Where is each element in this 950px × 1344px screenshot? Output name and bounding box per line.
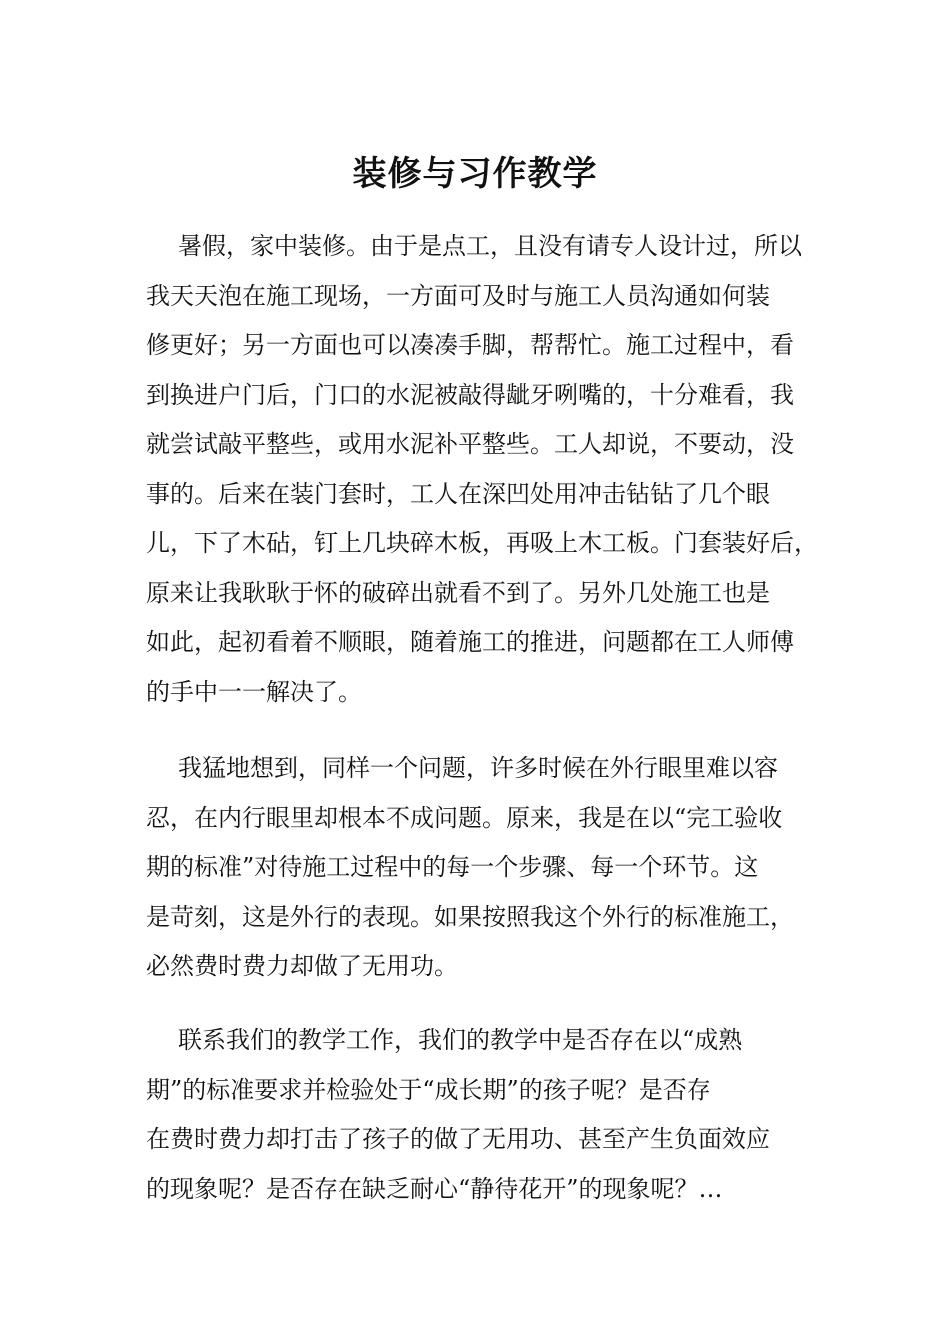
text-line: 事的。后来在装门套时，工人在深凹处用冲击钻钻了几个眼 (146, 479, 770, 508)
text-line: 必然费时费力却做了无用功。 (146, 952, 458, 980)
text-line: 是苛刻，这是外行的表现。如果按照我这个外行的标准施工， (146, 902, 794, 931)
text-line: 期”的标准要求并检验处于“成长期”的孩子呢？是否存 (146, 1075, 711, 1104)
text-line: 期的标准”对待施工过程中的每一个步骤、每一个环节。这 (146, 853, 759, 881)
paragraph-2 (146, 744, 808, 992)
paragraph-1 (146, 222, 818, 717)
paragraph-3 (146, 1016, 808, 1214)
paragraph-text (146, 744, 808, 992)
text-line: 我天天泡在施工现场，一方面可及时与施工人员沟通如何装 (146, 281, 770, 310)
text-line: 的手中一一解决了。 (146, 677, 362, 706)
text-line: 的现象呢？是否存在缺乏耐心“静待花开”的现象呢？… (146, 1174, 723, 1203)
text-line: 暑假，家中装修。由于是点工，且没有请专人设计过，所以 (178, 232, 802, 260)
document-title: 装修与习作教学 (352, 154, 598, 194)
text-line: 原来让我耿耿于怀的破碎出就看不到了。另外几处施工也是 (146, 578, 770, 607)
text-line: 联系我们的教学工作，我们的教学中是否存在以“成熟 (178, 1026, 743, 1054)
text-line: 我猛地想到，同样一个问题，许多时候在外行眼里难以容 (178, 754, 778, 782)
text-line: 如此，起初看着不顺眼，随着施工的推进，问题都在工人师傅 (146, 628, 794, 656)
text-line: 到换进户门后，门口的水泥被敲得龇牙咧嘴的，十分难看，我 (146, 380, 794, 409)
paragraph-text (146, 222, 818, 717)
text-line: 就尝试敲平整些，或用水泥补平整些。工人却说，不要动，没 (146, 430, 794, 458)
text-line: 忍，在内行眼里却根本不成问题。原来，我是在以“完工验收 (146, 803, 783, 832)
text-line: 在费时费力却打击了孩子的做了无用功、甚至产生负面效应 (146, 1125, 770, 1153)
paragraph-text (146, 1016, 808, 1214)
text-line: 儿，下了木砧，钉上几块碎木板，再吸上木工板。门套装好后， (146, 529, 818, 557)
text-line: 修更好；另一方面也可以凑凑手脚，帮帮忙。施工过程中，看 (146, 331, 794, 359)
